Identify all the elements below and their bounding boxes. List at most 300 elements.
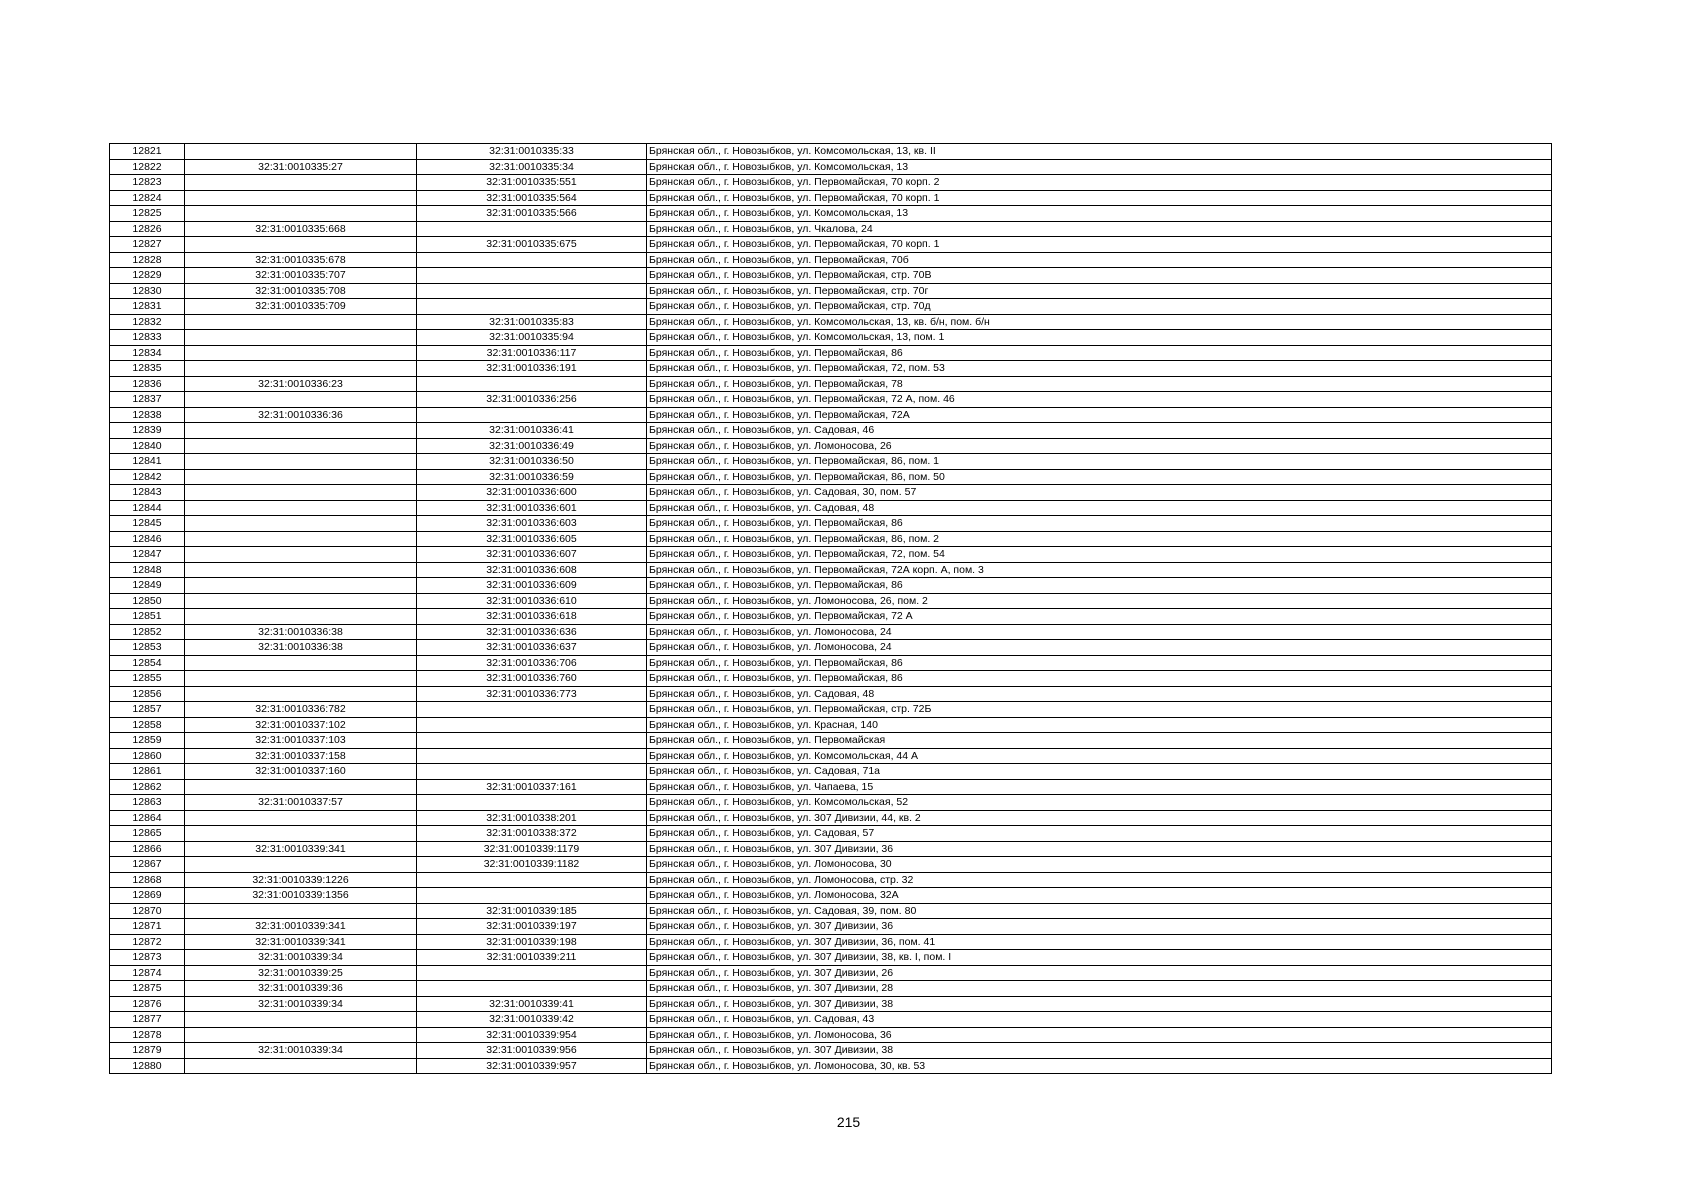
cadastral-number-cell: 32:31:0010336:117 — [417, 345, 647, 361]
row-number-cell: 12857 — [110, 702, 185, 718]
parent-cadastral-number-cell — [185, 500, 417, 516]
table-row — [110, 407, 1552, 423]
cadastral-number-cell — [417, 733, 647, 749]
address-cell: Брянская обл., г. Новозыбков, ул. Садовая, 46 — [647, 423, 1552, 439]
address-cell: Брянская обл., г. Новозыбков, ул. Первомайская, 72А — [647, 407, 1552, 423]
table-row — [110, 283, 1552, 299]
cadastral-number-cell — [417, 299, 647, 315]
table-row — [110, 438, 1552, 454]
table-row — [110, 655, 1552, 671]
address-cell: Брянская обл., г. Новозыбков, ул. Первомайская, 70 корп. 1 — [647, 237, 1552, 253]
row-number-cell: 12822 — [110, 159, 185, 175]
parent-cadastral-number-cell: 32:31:0010336:23 — [185, 376, 417, 392]
cadastral-number-cell: 32:31:0010336:773 — [417, 686, 647, 702]
row-number-cell: 12841 — [110, 454, 185, 470]
parent-cadastral-number-cell: 32:31:0010337:160 — [185, 764, 417, 780]
table-row — [110, 1043, 1552, 1059]
row-number-cell: 12852 — [110, 624, 185, 640]
cadastral-number-cell: 32:31:0010339:956 — [417, 1043, 647, 1059]
parent-cadastral-number-cell: 32:31:0010337:102 — [185, 717, 417, 733]
registry-table-body — [110, 144, 1552, 1074]
table-row — [110, 981, 1552, 997]
table-row — [110, 1058, 1552, 1074]
table-row — [110, 810, 1552, 826]
parent-cadastral-number-cell: 32:31:0010339:34 — [185, 950, 417, 966]
parent-cadastral-number-cell — [185, 547, 417, 563]
row-number-cell: 12825 — [110, 206, 185, 222]
row-number-cell: 12865 — [110, 826, 185, 842]
parent-cadastral-number-cell — [185, 190, 417, 206]
table-row — [110, 795, 1552, 811]
table-row — [110, 299, 1552, 315]
cadastral-number-cell: 32:31:0010337:161 — [417, 779, 647, 795]
row-number-cell: 12873 — [110, 950, 185, 966]
address-cell: Брянская обл., г. Новозыбков, ул. Первомайская, 78 — [647, 376, 1552, 392]
row-number-cell: 12842 — [110, 469, 185, 485]
row-number-cell: 12835 — [110, 361, 185, 377]
row-number-cell: 12854 — [110, 655, 185, 671]
address-cell: Брянская обл., г. Новозыбков, ул. Ломоносова, стр. 32 — [647, 872, 1552, 888]
cadastral-number-cell — [417, 702, 647, 718]
cadastral-number-cell — [417, 872, 647, 888]
parent-cadastral-number-cell: 32:31:0010339:36 — [185, 981, 417, 997]
cadastral-number-cell — [417, 764, 647, 780]
table-row — [110, 888, 1552, 904]
table-row — [110, 640, 1552, 656]
table-row — [110, 500, 1552, 516]
address-cell: Брянская обл., г. Новозыбков, ул. 307 Дивизии, 44, кв. 2 — [647, 810, 1552, 826]
cadastral-number-cell — [417, 965, 647, 981]
row-number-cell: 12832 — [110, 314, 185, 330]
address-cell: Брянская обл., г. Новозыбков, ул. Первомайская, 86, пом. 50 — [647, 469, 1552, 485]
row-number-cell: 12847 — [110, 547, 185, 563]
parent-cadastral-number-cell — [185, 826, 417, 842]
parent-cadastral-number-cell — [185, 810, 417, 826]
table-row — [110, 996, 1552, 1012]
row-number-cell: 12859 — [110, 733, 185, 749]
row-number-cell: 12880 — [110, 1058, 185, 1074]
cadastral-number-cell — [417, 748, 647, 764]
address-cell: Брянская обл., г. Новозыбков, ул. Первомайская, 70б — [647, 252, 1552, 268]
cadastral-number-cell — [417, 283, 647, 299]
cadastral-number-cell — [417, 268, 647, 284]
cadastral-number-cell: 32:31:0010336:706 — [417, 655, 647, 671]
parent-cadastral-number-cell — [185, 144, 417, 160]
cadastral-number-cell: 32:31:0010339:198 — [417, 934, 647, 950]
address-cell: Брянская обл., г. Новозыбков, ул. 307 Дивизии, 26 — [647, 965, 1552, 981]
address-cell: Брянская обл., г. Новозыбков, ул. Ломоносова, 36 — [647, 1027, 1552, 1043]
table-row — [110, 934, 1552, 950]
row-number-cell: 12863 — [110, 795, 185, 811]
row-number-cell: 12855 — [110, 671, 185, 687]
row-number-cell: 12874 — [110, 965, 185, 981]
address-cell: Брянская обл., г. Новозыбков, ул. Первомайская, 70 корп. 1 — [647, 190, 1552, 206]
table-row — [110, 764, 1552, 780]
cadastral-number-cell: 32:31:0010335:551 — [417, 175, 647, 191]
row-number-cell: 12844 — [110, 500, 185, 516]
row-number-cell: 12864 — [110, 810, 185, 826]
parent-cadastral-number-cell — [185, 1012, 417, 1028]
row-number-cell: 12858 — [110, 717, 185, 733]
row-number-cell: 12845 — [110, 516, 185, 532]
row-number-cell: 12823 — [110, 175, 185, 191]
cadastral-number-cell: 32:31:0010338:201 — [417, 810, 647, 826]
table-row — [110, 578, 1552, 594]
address-cell: Брянская обл., г. Новозыбков, ул. Первомайская, стр. 72Б — [647, 702, 1552, 718]
row-number-cell: 12833 — [110, 330, 185, 346]
address-cell: Брянская обл., г. Новозыбков, ул. Первомайская, 72А корп. А, пом. 3 — [647, 562, 1552, 578]
cadastral-number-cell: 32:31:0010336:41 — [417, 423, 647, 439]
address-cell: Брянская обл., г. Новозыбков, ул. 307 Дивизии, 36, пом. 41 — [647, 934, 1552, 950]
row-number-cell: 12821 — [110, 144, 185, 160]
parent-cadastral-number-cell: 32:31:0010337:57 — [185, 795, 417, 811]
address-cell: Брянская обл., г. Новозыбков, ул. Первомайская, 70 корп. 2 — [647, 175, 1552, 191]
address-cell: Брянская обл., г. Новозыбков, ул. Первомайская, 86 — [647, 516, 1552, 532]
parent-cadastral-number-cell: 32:31:0010335:707 — [185, 268, 417, 284]
parent-cadastral-number-cell — [185, 206, 417, 222]
cadastral-number-cell: 32:31:0010339:1179 — [417, 841, 647, 857]
table-row — [110, 237, 1552, 253]
cadastral-number-cell: 32:31:0010336:601 — [417, 500, 647, 516]
parent-cadastral-number-cell: 32:31:0010336:38 — [185, 624, 417, 640]
address-cell: Брянская обл., г. Новозыбков, ул. Первомайская, 72, пом. 54 — [647, 547, 1552, 563]
row-number-cell: 12869 — [110, 888, 185, 904]
cadastral-number-cell: 32:31:0010336:610 — [417, 593, 647, 609]
parent-cadastral-number-cell: 32:31:0010335:678 — [185, 252, 417, 268]
row-number-cell: 12846 — [110, 531, 185, 547]
parent-cadastral-number-cell — [185, 1027, 417, 1043]
cadastral-number-cell: 32:31:0010336:49 — [417, 438, 647, 454]
cadastral-number-cell: 32:31:0010336:603 — [417, 516, 647, 532]
row-number-cell: 12850 — [110, 593, 185, 609]
row-number-cell: 12860 — [110, 748, 185, 764]
address-cell: Брянская обл., г. Новозыбков, ул. Садовая, 48 — [647, 500, 1552, 516]
table-row — [110, 950, 1552, 966]
address-cell: Брянская обл., г. Новозыбков, ул. Первомайская, 72, пом. 53 — [647, 361, 1552, 377]
parent-cadastral-number-cell — [185, 330, 417, 346]
row-number-cell: 12867 — [110, 857, 185, 873]
cadastral-number-cell — [417, 981, 647, 997]
address-cell: Брянская обл., г. Новозыбков, ул. Ломоносова, 24 — [647, 640, 1552, 656]
address-cell: Брянская обл., г. Новозыбков, ул. Первомайская, стр. 70г — [647, 283, 1552, 299]
address-cell: Брянская обл., г. Новозыбков, ул. Ломоносова, 24 — [647, 624, 1552, 640]
cadastral-number-cell: 32:31:0010335:34 — [417, 159, 647, 175]
parent-cadastral-number-cell — [185, 779, 417, 795]
cadastral-number-cell: 32:31:0010339:197 — [417, 919, 647, 935]
cadastral-number-cell: 32:31:0010336:607 — [417, 547, 647, 563]
table-row — [110, 562, 1552, 578]
row-number-cell: 12868 — [110, 872, 185, 888]
row-number-cell: 12862 — [110, 779, 185, 795]
parent-cadastral-number-cell — [185, 903, 417, 919]
table-row — [110, 717, 1552, 733]
parent-cadastral-number-cell: 32:31:0010337:158 — [185, 748, 417, 764]
table-row — [110, 748, 1552, 764]
row-number-cell: 12851 — [110, 609, 185, 625]
address-cell: Брянская обл., г. Новозыбков, ул. Первомайская, 86 — [647, 655, 1552, 671]
registry-table — [109, 143, 1552, 1074]
parent-cadastral-number-cell — [185, 469, 417, 485]
parent-cadastral-number-cell: 32:31:0010336:36 — [185, 407, 417, 423]
address-cell: Брянская обл., г. Новозыбков, ул. Первомайская — [647, 733, 1552, 749]
cadastral-number-cell: 32:31:0010336:618 — [417, 609, 647, 625]
table-row — [110, 485, 1552, 501]
table-row — [110, 330, 1552, 346]
cadastral-number-cell — [417, 795, 647, 811]
row-number-cell: 12876 — [110, 996, 185, 1012]
table-row — [110, 361, 1552, 377]
parent-cadastral-number-cell: 32:31:0010339:341 — [185, 841, 417, 857]
row-number-cell: 12827 — [110, 237, 185, 253]
cadastral-number-cell: 32:31:0010339:41 — [417, 996, 647, 1012]
parent-cadastral-number-cell — [185, 423, 417, 439]
address-cell: Брянская обл., г. Новозыбков, ул. Чапаева, 15 — [647, 779, 1552, 795]
table-row — [110, 175, 1552, 191]
table-row — [110, 624, 1552, 640]
cadastral-number-cell: 32:31:0010336:191 — [417, 361, 647, 377]
address-cell: Брянская обл., г. Новозыбков, ул. Ломоносова, 30 — [647, 857, 1552, 873]
parent-cadastral-number-cell — [185, 237, 417, 253]
table-row — [110, 190, 1552, 206]
cadastral-number-cell — [417, 717, 647, 733]
parent-cadastral-number-cell — [185, 314, 417, 330]
parent-cadastral-number-cell: 32:31:0010339:34 — [185, 1043, 417, 1059]
row-number-cell: 12866 — [110, 841, 185, 857]
table-row — [110, 206, 1552, 222]
parent-cadastral-number-cell: 32:31:0010339:25 — [185, 965, 417, 981]
table-row — [110, 268, 1552, 284]
parent-cadastral-number-cell: 32:31:0010339:34 — [185, 996, 417, 1012]
parent-cadastral-number-cell: 32:31:0010335:27 — [185, 159, 417, 175]
table-row — [110, 593, 1552, 609]
address-cell: Брянская обл., г. Новозыбков, ул. Первомайская, 86, пом. 2 — [647, 531, 1552, 547]
table-row — [110, 609, 1552, 625]
parent-cadastral-number-cell — [185, 361, 417, 377]
parent-cadastral-number-cell — [185, 655, 417, 671]
row-number-cell: 12871 — [110, 919, 185, 935]
row-number-cell: 12831 — [110, 299, 185, 315]
address-cell: Брянская обл., г. Новозыбков, ул. Садовая, 57 — [647, 826, 1552, 842]
parent-cadastral-number-cell — [185, 857, 417, 873]
address-cell: Брянская обл., г. Новозыбков, ул. Чкалова, 24 — [647, 221, 1552, 237]
parent-cadastral-number-cell — [185, 609, 417, 625]
cadastral-number-cell: 32:31:0010338:372 — [417, 826, 647, 842]
table-row — [110, 779, 1552, 795]
table-row — [110, 671, 1552, 687]
row-number-cell: 12839 — [110, 423, 185, 439]
row-number-cell: 12834 — [110, 345, 185, 361]
address-cell: Брянская обл., г. Новозыбков, ул. 307 Дивизии, 36 — [647, 919, 1552, 935]
row-number-cell: 12836 — [110, 376, 185, 392]
table-row — [110, 826, 1552, 842]
table-row — [110, 454, 1552, 470]
parent-cadastral-number-cell — [185, 175, 417, 191]
parent-cadastral-number-cell — [185, 578, 417, 594]
row-number-cell: 12853 — [110, 640, 185, 656]
address-cell: Брянская обл., г. Новозыбков, ул. Садовая, 39, пом. 80 — [647, 903, 1552, 919]
cadastral-number-cell: 32:31:0010336:636 — [417, 624, 647, 640]
row-number-cell: 12870 — [110, 903, 185, 919]
parent-cadastral-number-cell: 32:31:0010337:103 — [185, 733, 417, 749]
cadastral-number-cell: 32:31:0010335:566 — [417, 206, 647, 222]
address-cell: Брянская обл., г. Новозыбков, ул. Комсомольская, 13, пом. 1 — [647, 330, 1552, 346]
row-number-cell: 12830 — [110, 283, 185, 299]
address-cell: Брянская обл., г. Новозыбков, ул. Первомайская, стр. 70д — [647, 299, 1552, 315]
address-cell: Брянская обл., г. Новозыбков, ул. Ломоносова, 30, кв. 53 — [647, 1058, 1552, 1074]
parent-cadastral-number-cell: 32:31:0010336:782 — [185, 702, 417, 718]
row-number-cell: 12829 — [110, 268, 185, 284]
cadastral-number-cell: 32:31:0010336:609 — [417, 578, 647, 594]
address-cell: Брянская обл., г. Новозыбков, ул. Первомайская, 86 — [647, 671, 1552, 687]
address-cell: Брянская обл., г. Новозыбков, ул. 307 Дивизии, 38 — [647, 996, 1552, 1012]
cadastral-number-cell: 32:31:0010339:42 — [417, 1012, 647, 1028]
address-cell: Брянская обл., г. Новозыбков, ул. Комсомольская, 13, кв. б/н, пом. б/н — [647, 314, 1552, 330]
address-cell: Брянская обл., г. Новозыбков, ул. Комсомольская, 52 — [647, 795, 1552, 811]
row-number-cell: 12848 — [110, 562, 185, 578]
address-cell: Брянская обл., г. Новозыбков, ул. Комсомольская, 44 А — [647, 748, 1552, 764]
cadastral-number-cell: 32:31:0010335:675 — [417, 237, 647, 253]
parent-cadastral-number-cell — [185, 454, 417, 470]
table-row — [110, 144, 1552, 160]
row-number-cell: 12837 — [110, 392, 185, 408]
parent-cadastral-number-cell: 32:31:0010336:38 — [185, 640, 417, 656]
address-cell: Брянская обл., г. Новозыбков, ул. Садовая, 30, пом. 57 — [647, 485, 1552, 501]
table-row — [110, 547, 1552, 563]
cadastral-number-cell: 32:31:0010336:608 — [417, 562, 647, 578]
parent-cadastral-number-cell — [185, 392, 417, 408]
address-cell: Брянская обл., г. Новозыбков, ул. Первомайская, стр. 70В — [647, 268, 1552, 284]
address-cell: Брянская обл., г. Новозыбков, ул. Комсомольская, 13 — [647, 159, 1552, 175]
cadastral-number-cell: 32:31:0010339:211 — [417, 950, 647, 966]
address-cell: Брянская обл., г. Новозыбков, ул. Первомайская, 72 А, пом. 46 — [647, 392, 1552, 408]
cadastral-number-cell: 32:31:0010335:94 — [417, 330, 647, 346]
table-row — [110, 1012, 1552, 1028]
parent-cadastral-number-cell — [185, 1058, 417, 1074]
parent-cadastral-number-cell: 32:31:0010335:709 — [185, 299, 417, 315]
table-row — [110, 531, 1552, 547]
table-row — [110, 919, 1552, 935]
parent-cadastral-number-cell — [185, 516, 417, 532]
parent-cadastral-number-cell: 32:31:0010339:341 — [185, 919, 417, 935]
parent-cadastral-number-cell — [185, 593, 417, 609]
cadastral-number-cell: 32:31:0010336:605 — [417, 531, 647, 547]
table-row — [110, 965, 1552, 981]
cadastral-number-cell: 32:31:0010336:50 — [417, 454, 647, 470]
table-row — [110, 841, 1552, 857]
cadastral-number-cell: 32:31:0010335:83 — [417, 314, 647, 330]
row-number-cell: 12878 — [110, 1027, 185, 1043]
address-cell: Брянская обл., г. Новозыбков, ул. Ломоносова, 32А — [647, 888, 1552, 904]
address-cell: Брянская обл., г. Новозыбков, ул. Ломоносова, 26, пом. 2 — [647, 593, 1552, 609]
parent-cadastral-number-cell: 32:31:0010335:668 — [185, 221, 417, 237]
table-row — [110, 423, 1552, 439]
cadastral-number-cell: 32:31:0010335:564 — [417, 190, 647, 206]
parent-cadastral-number-cell — [185, 671, 417, 687]
table-row — [110, 857, 1552, 873]
address-cell: Брянская обл., г. Новозыбков, ул. 307 Дивизии, 28 — [647, 981, 1552, 997]
table-row — [110, 733, 1552, 749]
address-cell: Брянская обл., г. Новозыбков, ул. Садовая, 43 — [647, 1012, 1552, 1028]
table-row — [110, 872, 1552, 888]
cadastral-number-cell: 32:31:0010339:185 — [417, 903, 647, 919]
row-number-cell: 12877 — [110, 1012, 185, 1028]
row-number-cell: 12843 — [110, 485, 185, 501]
address-cell: Брянская обл., г. Новозыбков, ул. 307 Дивизии, 36 — [647, 841, 1552, 857]
parent-cadastral-number-cell — [185, 562, 417, 578]
cadastral-number-cell: 32:31:0010336:600 — [417, 485, 647, 501]
cadastral-number-cell: 32:31:0010339:954 — [417, 1027, 647, 1043]
table-row — [110, 221, 1552, 237]
table-row — [110, 469, 1552, 485]
address-cell: Брянская обл., г. Новозыбков, ул. Комсомольская, 13, кв. II — [647, 144, 1552, 160]
address-cell: Брянская обл., г. Новозыбков, ул. Комсомольская, 13 — [647, 206, 1552, 222]
table-row — [110, 1027, 1552, 1043]
table-row — [110, 686, 1552, 702]
cadastral-number-cell — [417, 376, 647, 392]
address-cell: Брянская обл., г. Новозыбков, ул. Первомайская, 86, пом. 1 — [647, 454, 1552, 470]
address-cell: Брянская обл., г. Новозыбков, ул. Ломоносова, 26 — [647, 438, 1552, 454]
cadastral-number-cell — [417, 252, 647, 268]
row-number-cell: 12849 — [110, 578, 185, 594]
parent-cadastral-number-cell — [185, 531, 417, 547]
cadastral-number-cell: 32:31:0010336:256 — [417, 392, 647, 408]
page-number: 215 — [836, 1114, 861, 1130]
parent-cadastral-number-cell — [185, 438, 417, 454]
table-row — [110, 376, 1552, 392]
cadastral-number-cell: 32:31:0010335:33 — [417, 144, 647, 160]
cadastral-number-cell: 32:31:0010336:637 — [417, 640, 647, 656]
parent-cadastral-number-cell: 32:31:0010339:1226 — [185, 872, 417, 888]
address-cell: Брянская обл., г. Новозыбков, ул. Садовая, 48 — [647, 686, 1552, 702]
row-number-cell: 12856 — [110, 686, 185, 702]
cadastral-number-cell: 32:31:0010339:957 — [417, 1058, 647, 1074]
row-number-cell: 12824 — [110, 190, 185, 206]
address-cell: Брянская обл., г. Новозыбков, ул. Садовая, 71а — [647, 764, 1552, 780]
cadastral-number-cell: 32:31:0010336:59 — [417, 469, 647, 485]
table-row — [110, 345, 1552, 361]
cadastral-number-cell — [417, 221, 647, 237]
address-cell: Брянская обл., г. Новозыбков, ул. 307 Дивизии, 38, кв. I, пом. I — [647, 950, 1552, 966]
cadastral-number-cell — [417, 407, 647, 423]
row-number-cell: 12828 — [110, 252, 185, 268]
address-cell: Брянская обл., г. Новозыбков, ул. Красная, 140 — [647, 717, 1552, 733]
parent-cadastral-number-cell: 32:31:0010339:1356 — [185, 888, 417, 904]
row-number-cell: 12840 — [110, 438, 185, 454]
address-cell: Брянская обл., г. Новозыбков, ул. 307 Дивизии, 38 — [647, 1043, 1552, 1059]
table-row — [110, 252, 1552, 268]
row-number-cell: 12879 — [110, 1043, 185, 1059]
cadastral-number-cell — [417, 888, 647, 904]
table-row — [110, 314, 1552, 330]
address-cell: Брянская обл., г. Новозыбков, ул. Первомайская, 86 — [647, 345, 1552, 361]
table-row — [110, 903, 1552, 919]
row-number-cell: 12872 — [110, 934, 185, 950]
row-number-cell: 12838 — [110, 407, 185, 423]
parent-cadastral-number-cell — [185, 686, 417, 702]
parent-cadastral-number-cell: 32:31:0010339:341 — [185, 934, 417, 950]
cadastral-number-cell: 32:31:0010336:760 — [417, 671, 647, 687]
table-row — [110, 159, 1552, 175]
parent-cadastral-number-cell — [185, 345, 417, 361]
address-cell: Брянская обл., г. Новозыбков, ул. Первомайская, 72 А — [647, 609, 1552, 625]
table-row — [110, 392, 1552, 408]
row-number-cell: 12875 — [110, 981, 185, 997]
parent-cadastral-number-cell — [185, 485, 417, 501]
row-number-cell: 12826 — [110, 221, 185, 237]
address-cell: Брянская обл., г. Новозыбков, ул. Первомайская, 86 — [647, 578, 1552, 594]
row-number-cell: 12861 — [110, 764, 185, 780]
parent-cadastral-number-cell: 32:31:0010335:708 — [185, 283, 417, 299]
